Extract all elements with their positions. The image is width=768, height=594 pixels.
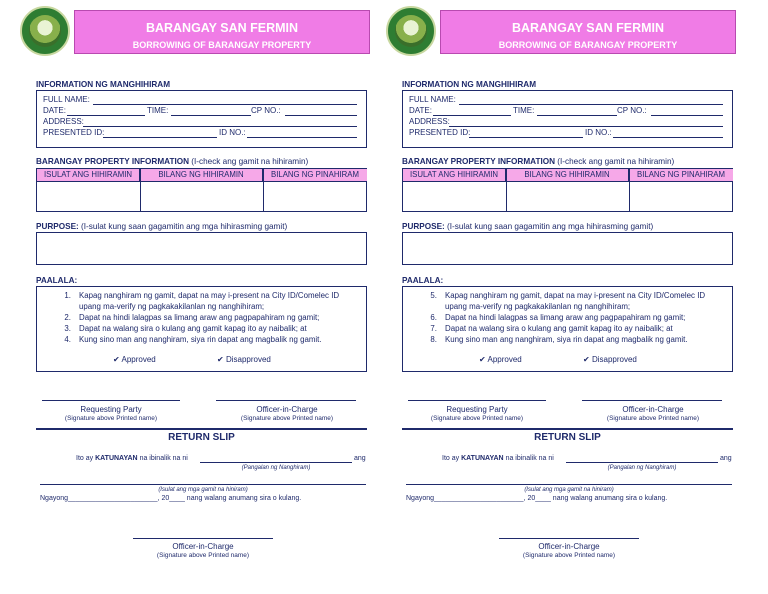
return-statement: Ito ay KATUNAYAN na ibinalik na ni (442, 455, 554, 462)
property-section-title: BARANGAY PROPERTY INFORMATION (I-check ang gamit na hihiramin) (402, 157, 675, 166)
col-divider (506, 169, 507, 212)
return-slip-divider (36, 428, 367, 430)
form-subtitle: BORROWING OF BARANGAY PROPERTY (132, 40, 312, 50)
reminder-number: 3. (64, 324, 71, 333)
header-divider (37, 181, 367, 182)
requesting-party-label: Requesting Party (80, 405, 142, 414)
officer-signature-line[interactable] (216, 400, 356, 401)
property-note: (I-check ang gamit na hihiramin) (191, 157, 309, 166)
barangay-seal-logo (20, 6, 70, 56)
presented-id-label: PRESENTED ID: (43, 128, 105, 137)
id-no-field[interactable] (247, 137, 357, 138)
reminder-number: 6. (430, 313, 437, 322)
reminder-number: 1. (64, 291, 71, 300)
reminder-text: Dapat na walang sira o kulang ang gamit kapag ito ay naibalik; at (79, 324, 307, 333)
approved-option[interactable] (113, 355, 156, 364)
col-header-pinahiram: BILANG NG PINAHIRAM (263, 169, 367, 181)
officer-label: Officer-in-Charge (256, 405, 318, 414)
reminders-title: PAALALA: (402, 276, 444, 285)
form-subtitle: BORROWING OF BARANGAY PROPERTY (498, 40, 678, 50)
reminder-text: Dapat na walang sira o kulang ang gamit kapag ito ay naibalik; at (445, 324, 673, 333)
title-banner (74, 10, 370, 54)
borrower-name-caption: (Pangalan ng Nanghiram) (607, 465, 677, 471)
reminder-text: Kapag nanghiram ng gamit, dapat na may i-present na City ID/Comelec ID upang ma-verify ng pagkakakilanlan ng nanghihiram; (445, 291, 706, 311)
barangay-seal-logo (386, 6, 436, 56)
col-header-hihiramin: BILANG NG HIHIRAMIN (140, 169, 263, 181)
presented-id-label: PRESENTED ID: (409, 128, 471, 137)
reminder-number: 4. (64, 335, 71, 344)
return-statement-suffix: ang (720, 455, 732, 462)
property-note: (I-check ang gamit na hihiramin) (557, 157, 675, 166)
requesting-signature-line[interactable] (42, 400, 180, 401)
full-name-field[interactable] (93, 104, 357, 105)
reminder-text: Kapag nanghiram ng gamit, dapat na may i-present na City ID/Comelec ID upang ma-verify ng pagkakakilanlan ng nanghihiram; (79, 291, 340, 311)
items-returned-field[interactable] (40, 484, 366, 485)
signature-note: (Signature above Printed name) (606, 415, 700, 422)
info-section-title: INFORMATION NG MANGHIHIRAM (402, 80, 537, 89)
signature-note: (Signature above Printed name) (156, 552, 250, 559)
purpose-section-title: PURPOSE: (I-sulat kung saan gagamitin ang mga hihirasming gamit) (402, 222, 654, 231)
signature-note: (Signature above Printed name) (64, 415, 158, 422)
approved-option[interactable] (479, 355, 522, 364)
borrower-name-field[interactable] (566, 462, 718, 463)
cp-no-field[interactable] (651, 115, 723, 116)
officer-signature-2 (494, 542, 644, 559)
requesting-party-label: Requesting Party (446, 405, 508, 414)
disapproved-option[interactable] (217, 355, 271, 364)
purpose-note: (I-sulat kung saan gagamitin ang mga hihirasming gamit) (81, 222, 288, 231)
date-field[interactable] (433, 115, 511, 116)
reminder-number: 2. (64, 313, 71, 322)
items-caption: (Isulat ang mga gamit na hiniram) (524, 487, 614, 493)
info-section-title: INFORMATION NG MANGHIHIRAM (36, 80, 171, 89)
reminder-text: Dapat na hindi lalagpas sa limang araw ang pagpapahiram ng gamit; (79, 313, 320, 322)
time-field[interactable] (537, 115, 617, 116)
purpose-note: (I-sulat kung saan gagamitin ang mga hihirasming gamit) (447, 222, 654, 231)
time-field[interactable] (171, 115, 251, 116)
reminder-text: Kung sino man ang nanghiram, siya rin dapat ang magbalik ng gamit. (445, 335, 688, 344)
date-label: DATE: (43, 106, 66, 115)
reminder-number: 5. (430, 291, 437, 300)
signature-note: (Signature above Printed name) (522, 552, 616, 559)
form-header (402, 8, 736, 56)
disapproved-label: Disapproved (591, 355, 637, 364)
col-divider (140, 169, 141, 212)
id-no-label: ID NO.: (219, 128, 246, 137)
col-header-isulat: ISULAT ANG HIHIRAMIN (403, 169, 506, 181)
address-field[interactable] (83, 126, 357, 127)
date-returned-line: Ngayong_______________________, 20____ nang walang anumang sira o kulang. (406, 495, 668, 502)
col-divider (629, 169, 630, 212)
reminder-number: 8. (430, 335, 437, 344)
officer-signature (212, 405, 362, 422)
col-header-isulat: ISULAT ANG HIHIRAMIN (37, 169, 140, 181)
time-label: TIME: (513, 106, 535, 115)
officer-label: Officer-in-Charge (622, 405, 684, 414)
purpose-field[interactable] (402, 232, 733, 265)
officer-signature-line-2[interactable] (499, 538, 639, 539)
requesting-party-signature (36, 405, 186, 422)
borrowing-form (36, 0, 376, 594)
full-name-field[interactable] (459, 104, 723, 105)
id-no-field[interactable] (613, 137, 723, 138)
return-statement-suffix: ang (354, 455, 366, 462)
return-statement: Ito ay KATUNAYAN na ibinalik na ni (76, 455, 188, 462)
borrower-name-caption: (Pangalan ng Nanghiram) (241, 465, 311, 471)
property-table (402, 168, 733, 212)
full-name-label: FULL NAME: (43, 95, 90, 104)
checkbox-icon: ✔︎ (479, 355, 486, 364)
col-divider (263, 169, 264, 212)
borrower-info-box (402, 90, 733, 148)
officer-signature-line-2[interactable] (133, 538, 273, 539)
reminders-box (36, 286, 367, 372)
reminders-box (402, 286, 733, 372)
return-slip-title: RETURN SLIP (168, 432, 235, 443)
officer-signature (578, 405, 728, 422)
address-label: ADDRESS: (409, 117, 450, 126)
requesting-party-signature (402, 405, 552, 422)
property-section-title: BARANGAY PROPERTY INFORMATION (I-check ang gamit na hihiramin) (36, 157, 309, 166)
return-slip-divider (402, 428, 733, 430)
header-divider (403, 181, 733, 182)
address-label: ADDRESS: (43, 117, 84, 126)
officer-signature-line[interactable] (582, 400, 722, 401)
items-caption: (Isulat ang mga gamit na hiniram) (158, 487, 248, 493)
approved-label: Approved (487, 355, 522, 364)
time-label: TIME: (147, 106, 169, 115)
date-label: DATE: (409, 106, 432, 115)
form-header (36, 8, 370, 56)
reminders-title: PAALALA: (36, 276, 78, 285)
checkbox-icon: ✔︎ (217, 355, 224, 364)
date-returned-line: Ngayong_______________________, 20____ nang walang anumang sira o kulang. (40, 495, 302, 502)
cp-no-label: CP NO.: (617, 106, 647, 115)
reminder-text: Kung sino man ang nanghiram, siya rin dapat ang magbalik ng gamit. (79, 335, 322, 344)
officer-signature-2 (128, 542, 278, 559)
checkbox-icon: ✔︎ (113, 355, 120, 364)
col-header-hihiramin: BILANG NG HIHIRAMIN (506, 169, 629, 181)
return-slip-title: RETURN SLIP (534, 432, 601, 443)
cp-no-label: CP NO.: (251, 106, 281, 115)
items-returned-field[interactable] (406, 484, 732, 485)
cp-no-field[interactable] (285, 115, 357, 116)
checkbox-icon: ✔︎ (583, 355, 590, 364)
property-table (36, 168, 367, 212)
signature-note: (Signature above Printed name) (430, 415, 524, 422)
borrower-name-field[interactable] (200, 462, 352, 463)
requesting-signature-line[interactable] (408, 400, 546, 401)
signature-note: (Signature above Printed name) (240, 415, 334, 422)
disapproved-label: Disapproved (225, 355, 271, 364)
barangay-title: BARANGAY SAN FERMIN (511, 21, 665, 35)
purpose-section-title: PURPOSE: (I-sulat kung saan gagamitin ang mga hihirasming gamit) (36, 222, 288, 231)
officer-label: Officer-in-Charge (538, 542, 600, 551)
id-no-label: ID NO.: (585, 128, 612, 137)
borrower-info-box (36, 90, 367, 148)
purpose-field[interactable] (36, 232, 367, 265)
date-field[interactable] (67, 115, 145, 116)
officer-label: Officer-in-Charge (172, 542, 234, 551)
presented-id-field[interactable] (469, 137, 583, 138)
reminder-text: Dapat na hindi lalagpas sa limang araw ang pagpapahiram ng gamit; (445, 313, 686, 322)
borrowing-form (402, 0, 742, 594)
col-header-pinahiram: BILANG NG PINAHIRAM (629, 169, 733, 181)
barangay-title: BARANGAY SAN FERMIN (145, 21, 299, 35)
disapproved-option[interactable] (583, 355, 637, 364)
address-field[interactable] (449, 126, 723, 127)
full-name-label: FULL NAME: (409, 95, 456, 104)
presented-id-field[interactable] (103, 137, 217, 138)
approved-label: Approved (121, 355, 156, 364)
reminder-number: 7. (430, 324, 437, 333)
title-banner (440, 10, 736, 54)
